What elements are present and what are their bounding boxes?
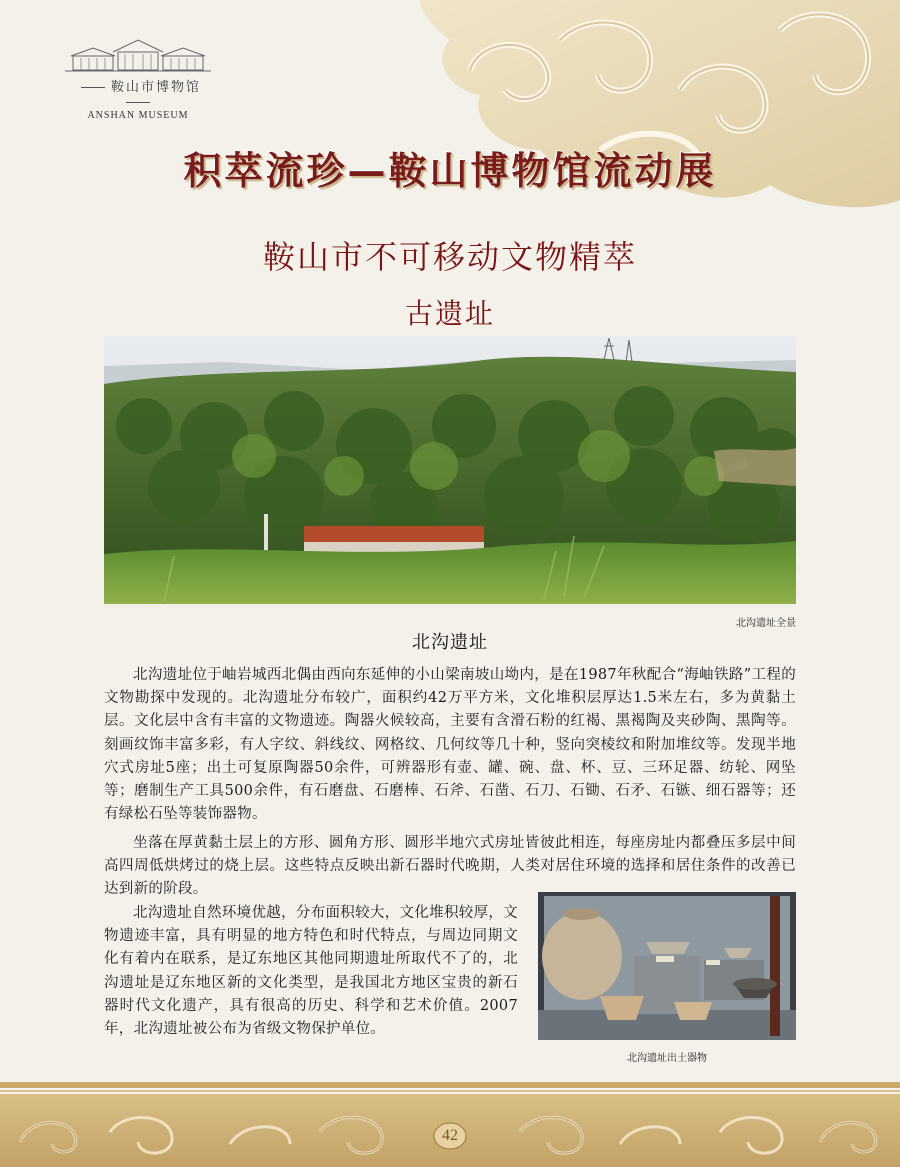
panorama-caption: 北沟遗址全景	[736, 618, 796, 629]
artifacts-caption: 北沟遗址出土器物	[627, 1053, 707, 1064]
site-panorama-photo	[104, 336, 796, 604]
logo-name-en: ANSHAN MUSEUM	[87, 110, 189, 121]
body-paragraph: 北沟遗址自然环境优越，分布面积较大，文化堆积较厚，文物遗迹丰富，具有明显的地方特色和时代特点，与周边同期文化有着内在联系，是辽东地区其他同期遗址所取代不了的，北沟遗址是辽东地区新的文化类型，是我国北方地区宝贵的新石器时代文化遗产，具有很高的历史、科学和艺术价值。2007年，北沟遗址被公布为省级文物保护单位。	[104, 905, 518, 1038]
page-title: 鞍山市不可移动文物精萃	[262, 238, 637, 276]
museum-logo	[58, 38, 218, 121]
museum-building-icon	[63, 38, 213, 74]
body-paragraph: 北沟遗址位于岫岩城西北偶由西向东延伸的小山梁南坡山坳内，是在1987年秋配合“海岫铁路”工程的文物勘探中发现的。北沟遗址分布较广，面积约42万平方米，文化堆积层厚达1.5米左右，多为黄黏土层。文化层中含有丰富的文物遗迹。陶器火候较高，主要有含滑石粉的红褐、黑褐陶及夹砂陶、黑陶等。刻画纹饰丰富多彩，有人字纹、斜线纹、网格纹、几何纹等几十种，竖向突棱纹和附加堆纹等。发现半地穴式房址5座；出土可复原陶器50余件，可辨器形有壶、罐、碗、盘、杯、豆、三环足器、纺轮、网坠等；磨制生产工具500余件，有石磨盘、石磨棒、石斧、石凿、石刀、石锄、石矛、石镞、细石器等；还有绿松石坠等装饰器物。	[104, 667, 796, 823]
page-subtitle: 古遗址	[404, 297, 495, 330]
section-heading: 北沟遗址	[412, 632, 488, 653]
page-number: 42	[442, 1127, 458, 1144]
exhibition-banner: 积萃流珍—鞍山博物馆流动展	[183, 149, 717, 193]
body-paragraph: 坐落在厚黄黏土层上的方形、圆角方形、圆形半地穴式房址皆彼此相连，每座房址内都叠压多层中间高四周低烘烤过的烧上层。这些特点反映出新石器时代晚期，人类对居住环境的选择和居住条件的改善已达到新的阶段。	[104, 835, 796, 898]
artifacts-photo	[538, 892, 796, 1040]
logo-name-cn: 鞍山市博物馆	[58, 76, 218, 110]
